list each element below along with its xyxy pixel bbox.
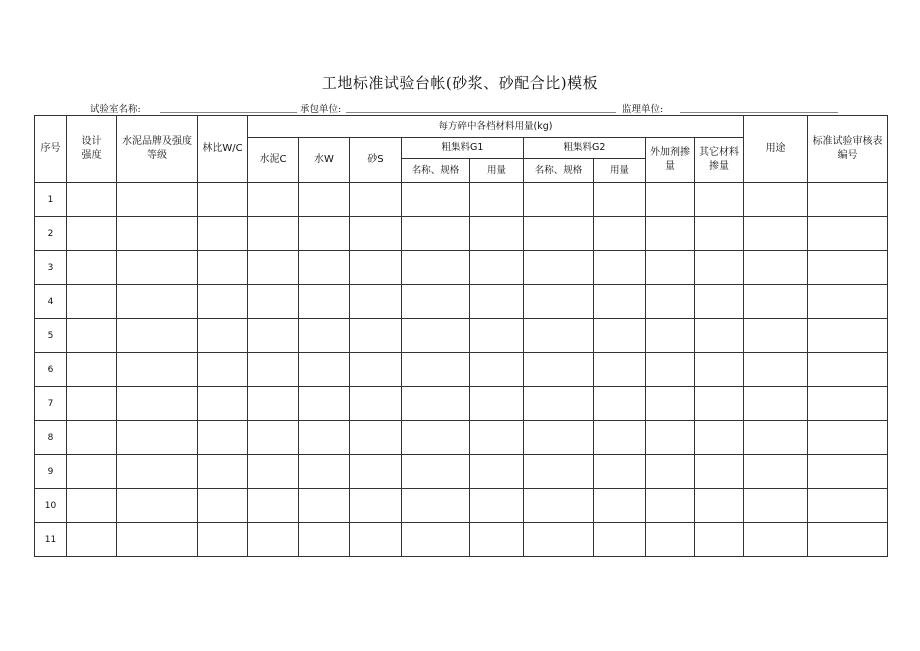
- table-cell[interactable]: [524, 319, 594, 353]
- table-cell[interactable]: [117, 387, 198, 421]
- table-row: [35, 217, 888, 251]
- row-number: 2: [35, 217, 67, 251]
- table-cell[interactable]: [402, 285, 470, 319]
- table-cell[interactable]: [198, 353, 248, 387]
- table-cell[interactable]: [646, 523, 695, 557]
- table-cell[interactable]: [744, 251, 808, 285]
- contractor-field[interactable]: [346, 112, 616, 113]
- header-seq: 序号: [35, 116, 67, 183]
- table-cell[interactable]: [524, 455, 594, 489]
- table-cell[interactable]: [594, 183, 646, 217]
- table-cell[interactable]: [117, 421, 198, 455]
- table-cell[interactable]: [67, 353, 117, 387]
- table-cell[interactable]: [808, 217, 888, 251]
- table-cell[interactable]: [117, 183, 198, 217]
- table-cell[interactable]: [248, 285, 299, 319]
- row-number: 5: [35, 319, 67, 353]
- table-cell[interactable]: [350, 285, 402, 319]
- table-cell[interactable]: [524, 251, 594, 285]
- header-review: 标准试验审核表 编号: [808, 116, 888, 183]
- header-usage: 用途: [744, 116, 808, 183]
- table-cell[interactable]: [248, 217, 299, 251]
- header-cement: 水泥C: [248, 138, 299, 183]
- table-row: [35, 183, 888, 217]
- table-cell[interactable]: [524, 523, 594, 557]
- table-cell[interactable]: [117, 319, 198, 353]
- table-cell[interactable]: [744, 319, 808, 353]
- table-cell[interactable]: [117, 217, 198, 251]
- data-rows: [35, 183, 888, 557]
- table-cell[interactable]: [744, 353, 808, 387]
- table-cell[interactable]: [117, 285, 198, 319]
- table-cell[interactable]: [402, 319, 470, 353]
- table-cell[interactable]: [248, 421, 299, 455]
- table-row: [35, 319, 888, 353]
- table-cell[interactable]: [808, 183, 888, 217]
- table-cell[interactable]: [594, 217, 646, 251]
- table-cell[interactable]: [646, 489, 695, 523]
- lab-label: 试验室名称:: [90, 104, 141, 115]
- table-cell[interactable]: [744, 489, 808, 523]
- table-cell[interactable]: [67, 217, 117, 251]
- row-number: 9: [35, 455, 67, 489]
- header-g1-name-spec: 名称、规格: [402, 159, 470, 183]
- table-cell[interactable]: [594, 387, 646, 421]
- table-cell[interactable]: [695, 489, 744, 523]
- table-cell[interactable]: [299, 285, 350, 319]
- table-cell[interactable]: [299, 489, 350, 523]
- row-number: 7: [35, 387, 67, 421]
- header-other-materials: 其它材料 掺量: [695, 138, 744, 183]
- table-cell[interactable]: [646, 353, 695, 387]
- table-cell[interactable]: [524, 421, 594, 455]
- table-cell[interactable]: [470, 489, 524, 523]
- table-cell[interactable]: [299, 387, 350, 421]
- table-cell[interactable]: [350, 183, 402, 217]
- table-cell[interactable]: [248, 319, 299, 353]
- header-material-group: 每方碎中各档材料用量(kg): [248, 116, 744, 138]
- table-cell[interactable]: [594, 251, 646, 285]
- table-cell[interactable]: [67, 489, 117, 523]
- table-cell[interactable]: [470, 183, 524, 217]
- table-cell[interactable]: [808, 251, 888, 285]
- table-cell[interactable]: [470, 421, 524, 455]
- table-row: [35, 353, 888, 387]
- table-cell[interactable]: [594, 455, 646, 489]
- contractor-label: 承包单位:: [300, 104, 342, 115]
- table-cell[interactable]: [646, 319, 695, 353]
- table-cell[interactable]: [695, 319, 744, 353]
- table-cell[interactable]: [524, 353, 594, 387]
- table-cell[interactable]: [402, 523, 470, 557]
- table-cell[interactable]: [594, 523, 646, 557]
- table-cell[interactable]: [695, 421, 744, 455]
- table-cell[interactable]: [299, 251, 350, 285]
- table-cell[interactable]: [198, 319, 248, 353]
- table-cell[interactable]: [470, 319, 524, 353]
- table-cell[interactable]: [248, 387, 299, 421]
- table-cell[interactable]: [524, 489, 594, 523]
- table-cell[interactable]: [67, 455, 117, 489]
- table-cell[interactable]: [524, 387, 594, 421]
- table-cell[interactable]: [198, 455, 248, 489]
- table-cell[interactable]: [808, 489, 888, 523]
- row-number: 10: [35, 489, 67, 523]
- table-row: [35, 523, 888, 557]
- table-cell[interactable]: [248, 489, 299, 523]
- table-cell[interactable]: [402, 421, 470, 455]
- table-cell[interactable]: [299, 353, 350, 387]
- table-cell[interactable]: [646, 251, 695, 285]
- table-cell[interactable]: [646, 285, 695, 319]
- table-cell[interactable]: [470, 353, 524, 387]
- table-cell[interactable]: [695, 183, 744, 217]
- table-cell[interactable]: [299, 523, 350, 557]
- table-cell[interactable]: [695, 217, 744, 251]
- table-cell[interactable]: [744, 387, 808, 421]
- table-cell[interactable]: [248, 455, 299, 489]
- table-cell[interactable]: [299, 421, 350, 455]
- table-cell[interactable]: [594, 489, 646, 523]
- table-row: [35, 421, 888, 455]
- table-cell[interactable]: [350, 523, 402, 557]
- table-cell[interactable]: [67, 183, 117, 217]
- header-coarse-g2: 粗集料G2: [524, 138, 646, 159]
- table-cell[interactable]: [350, 319, 402, 353]
- table-row: [35, 285, 888, 319]
- table-cell[interactable]: [248, 523, 299, 557]
- table-cell[interactable]: [402, 353, 470, 387]
- row-number: 1: [35, 183, 67, 217]
- table-cell[interactable]: [198, 523, 248, 557]
- row-number: 11: [35, 523, 67, 557]
- table-cell[interactable]: [695, 251, 744, 285]
- table-cell[interactable]: [350, 251, 402, 285]
- header-g2-name-spec: 名称、规格: [524, 159, 594, 183]
- table-cell[interactable]: [117, 251, 198, 285]
- table-cell[interactable]: [198, 387, 248, 421]
- table-row: [35, 387, 888, 421]
- table-cell[interactable]: [299, 319, 350, 353]
- table-cell[interactable]: [744, 183, 808, 217]
- header-sand: 砂S: [350, 138, 402, 183]
- table-cell[interactable]: [524, 183, 594, 217]
- table-cell[interactable]: [524, 217, 594, 251]
- table-cell[interactable]: [402, 183, 470, 217]
- table-row: [35, 455, 888, 489]
- table-cell[interactable]: [248, 353, 299, 387]
- table-cell[interactable]: [402, 455, 470, 489]
- table-cell[interactable]: [808, 387, 888, 421]
- table-cell[interactable]: [117, 489, 198, 523]
- table-cell[interactable]: [248, 251, 299, 285]
- table-cell[interactable]: [808, 421, 888, 455]
- table-cell[interactable]: [594, 285, 646, 319]
- row-number: 8: [35, 421, 67, 455]
- table-cell[interactable]: [198, 489, 248, 523]
- table-cell[interactable]: [198, 251, 248, 285]
- table-cell[interactable]: [470, 251, 524, 285]
- table-cell[interactable]: [744, 523, 808, 557]
- table-cell[interactable]: [695, 523, 744, 557]
- table-cell[interactable]: [646, 387, 695, 421]
- table-cell[interactable]: [646, 421, 695, 455]
- table-cell[interactable]: [350, 455, 402, 489]
- header-cement-grade: 水泥品牌及强度 等级: [117, 116, 198, 183]
- header-g1-amount: 用量: [470, 159, 524, 183]
- table-cell[interactable]: [402, 387, 470, 421]
- table-cell[interactable]: [198, 421, 248, 455]
- table-cell[interactable]: [67, 285, 117, 319]
- table-cell[interactable]: [594, 421, 646, 455]
- table-cell[interactable]: [350, 387, 402, 421]
- table-cell[interactable]: [198, 285, 248, 319]
- table-cell[interactable]: [299, 455, 350, 489]
- table-cell[interactable]: [67, 523, 117, 557]
- table-cell[interactable]: [248, 183, 299, 217]
- table-cell[interactable]: [117, 523, 198, 557]
- header-g2-amount: 用量: [594, 159, 646, 183]
- table-cell[interactable]: [402, 251, 470, 285]
- info-line: [0, 101, 920, 115]
- table-cell[interactable]: [67, 421, 117, 455]
- table-cell[interactable]: [299, 183, 350, 217]
- table-cell[interactable]: [695, 285, 744, 319]
- row-number: 6: [35, 353, 67, 387]
- header-design-strength: 设计 强度: [67, 116, 117, 183]
- table-cell[interactable]: [299, 217, 350, 251]
- header-admixture: 外加剂掺 量: [646, 138, 695, 183]
- row-number: 3: [35, 251, 67, 285]
- table-cell[interactable]: [524, 285, 594, 319]
- ledger-table: [34, 115, 888, 557]
- table-cell[interactable]: [808, 455, 888, 489]
- table-cell[interactable]: [646, 183, 695, 217]
- table-cell[interactable]: [470, 217, 524, 251]
- table-row: [35, 489, 888, 523]
- row-number: 4: [35, 285, 67, 319]
- table-cell[interactable]: [695, 455, 744, 489]
- table-cell[interactable]: [470, 285, 524, 319]
- table-cell[interactable]: [808, 285, 888, 319]
- header-wc-ratio: 林比W/C: [198, 116, 248, 183]
- table-cell[interactable]: [350, 217, 402, 251]
- header-coarse-g1: 粗集料G1: [402, 138, 524, 159]
- header-water: 水W: [299, 138, 350, 183]
- table-cell[interactable]: [117, 353, 198, 387]
- table-cell[interactable]: [808, 319, 888, 353]
- page-title: 工地标准试验台帐(砂浆、砂配合比)模板: [321, 74, 599, 92]
- table-cell[interactable]: [646, 455, 695, 489]
- table-cell[interactable]: [350, 353, 402, 387]
- table-cell[interactable]: [695, 387, 744, 421]
- header-row-1: [35, 116, 888, 138]
- table-cell[interactable]: [350, 421, 402, 455]
- table-cell[interactable]: [470, 523, 524, 557]
- lab-field[interactable]: [160, 112, 297, 113]
- table-cell[interactable]: [67, 387, 117, 421]
- table-cell[interactable]: [198, 183, 248, 217]
- table-cell[interactable]: [594, 353, 646, 387]
- table-cell[interactable]: [744, 217, 808, 251]
- table-cell[interactable]: [117, 455, 198, 489]
- table-cell[interactable]: [808, 523, 888, 557]
- table-cell[interactable]: [744, 285, 808, 319]
- table-cell[interactable]: [744, 455, 808, 489]
- table-cell[interactable]: [198, 217, 248, 251]
- supervisor-label: 监理单位:: [622, 104, 664, 115]
- table-cell[interactable]: [402, 489, 470, 523]
- table-cell[interactable]: [67, 319, 117, 353]
- table-cell[interactable]: [744, 421, 808, 455]
- table-cell[interactable]: [470, 387, 524, 421]
- table-cell[interactable]: [594, 319, 646, 353]
- table-cell[interactable]: [470, 455, 524, 489]
- table-cell[interactable]: [67, 251, 117, 285]
- table-cell[interactable]: [402, 217, 470, 251]
- table-row: [35, 251, 888, 285]
- table-cell[interactable]: [808, 353, 888, 387]
- supervisor-field[interactable]: [680, 112, 838, 113]
- table-cell[interactable]: [695, 353, 744, 387]
- table-cell[interactable]: [646, 217, 695, 251]
- table-cell[interactable]: [350, 489, 402, 523]
